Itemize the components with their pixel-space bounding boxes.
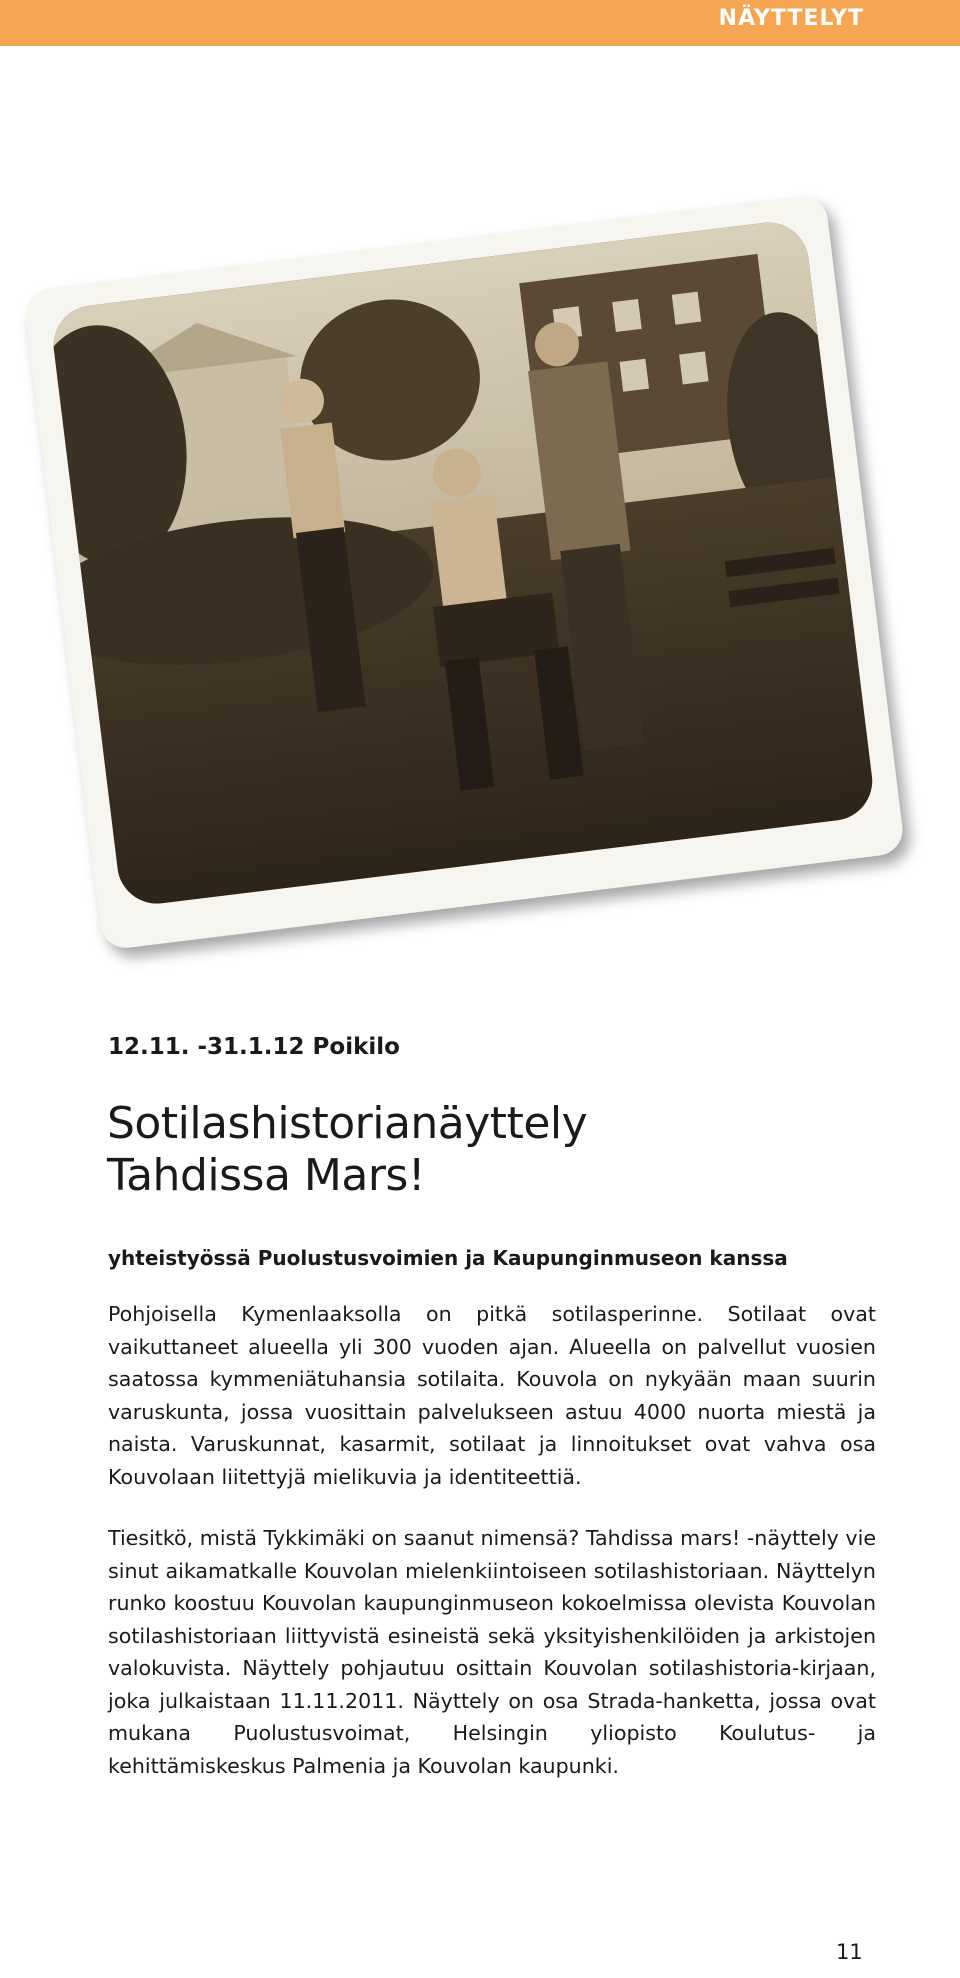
body-paragraph-2: Tiesitkö, mistä Tykkimäki on saanut nimensä? Tahdissa mars! -näyttely vie sinut aikamatkalle Kouvolan mielenkiintoiseen sotilashistoriaan. Näyttelyn runko koostuu Kouvolan kaupunginmuseon kokoelmissa olevista Kouvolan sotilashistoriaan liittyvistä esineistä sekä yksityishenkilöiden ja arkistojen valokuvista. Näyttely pohjautuu osittain Kouvolan sotilashistoria-kirjaan, joka julkaistaan 11.11.2011. Näyttely on osa Strada-hanketta, jossa ovat mukana Puolustusvoimat, Helsingin yliopisto Koulutus- ja kehittämiskeskus Palmenia ja Kouvolan kaupunki. bbox=[108, 1526, 876, 1778]
title-line-1: Sotilashistorianäyttely bbox=[107, 1098, 588, 1149]
photo-illustration bbox=[49, 218, 877, 908]
exhibition-title bbox=[107, 1098, 867, 1202]
body-paragraph-1: Pohjoisella Kymenlaaksolla on pitkä sotilasperinne. Sotilaat ovat vaikuttaneet alueella yli 300 vuoden ajan. Alueella on palvellut vuosien saatossa kymmeniätuhansia sotilaita. Kouvola on nykyään maan suurin varuskunta, jossa vuosittain palvelukseen astuu 4000 nuorta miestä ja naista. Varuskunnat, kasarmit, sotilaat ja linnoitukset ovat vahva osa Kouvolaan liitettyjä mielikuvia ja identiteettiä. bbox=[108, 1302, 876, 1489]
page-number: 11 bbox=[836, 1940, 863, 1964]
section-label: NÄYTTELYT bbox=[718, 6, 864, 31]
photo-frame bbox=[23, 193, 906, 951]
exhibition-subtitle: yhteistyössä Puolustusvoimien ja Kaupunginmuseon kanssa bbox=[108, 1246, 788, 1270]
sepia-photograph bbox=[49, 218, 877, 908]
header-band bbox=[0, 0, 960, 46]
title-line-2: Tahdissa Mars! bbox=[107, 1150, 425, 1201]
date-and-venue: 12.11. -31.1.12 Poikilo bbox=[108, 1034, 400, 1060]
